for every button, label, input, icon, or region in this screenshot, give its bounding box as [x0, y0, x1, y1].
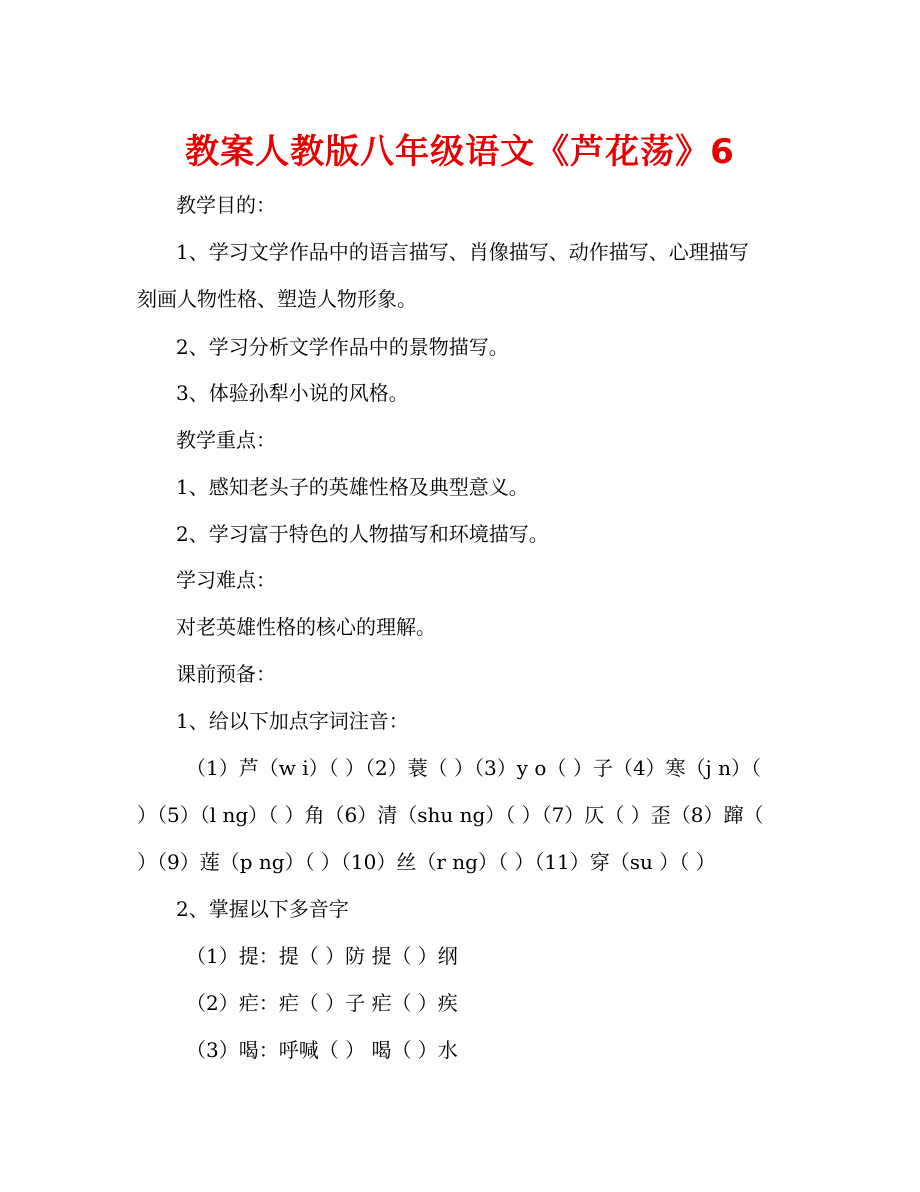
key-item-1: 1、感知老头子的英雄性格及典型意义。	[176, 475, 529, 499]
polyphone-item-2: （2）疟：疟（ ）子 疟（ ）疾	[186, 991, 458, 1015]
goal-item-1-line-2: 刻画人物性格、塑造人物形象。	[137, 287, 417, 311]
goal-item-1-line-1: 1、学习文学作品中的语言描写、肖像描写、动作描写、心理描写	[176, 240, 749, 264]
pinyin-line-1: （1）芦（w i）（ ）（2）蓑（ ）（3）y o（ ）子（4）寒（j n）（	[186, 756, 761, 780]
prep-item-2: 2、掌握以下多音字	[176, 897, 349, 921]
goal-item-3: 3、体验孙犁小说的风格。	[176, 381, 409, 405]
difficulty-item-1: 对老英雄性格的核心的理解。	[176, 615, 436, 639]
goal-item-2: 2、学习分析文学作品中的景物描写。	[176, 335, 509, 359]
polyphone-item-3: （3）喝：呼喊（ ） 喝（ ）水	[186, 1038, 458, 1062]
polyphone-item-1: （1）提：提（ ）防 提（ ）纲	[186, 944, 458, 968]
difficulty-heading: 学习难点：	[176, 568, 276, 592]
prep-heading: 课前预备：	[176, 662, 276, 686]
pinyin-line-3: ）（9）莲（p ng）（ ）（10）丝（r ng）（ ）（11）穿（su ）（ ）	[137, 850, 716, 874]
prep-item-1: 1、给以下加点字词注音：	[176, 709, 409, 733]
document-title: 教案人教版八年级语文《芦花荡》6	[185, 132, 735, 172]
pinyin-line-2: ）（5）（l ng）（ ）角（6）清（shu ng）（ ）（7）仄（ ）歪（8）蹿（	[137, 803, 764, 827]
key-heading: 教学重点：	[176, 428, 276, 452]
goal-heading: 教学目的：	[176, 193, 276, 217]
key-item-2: 2、学习富于特色的人物描写和环境描写。	[176, 522, 549, 546]
